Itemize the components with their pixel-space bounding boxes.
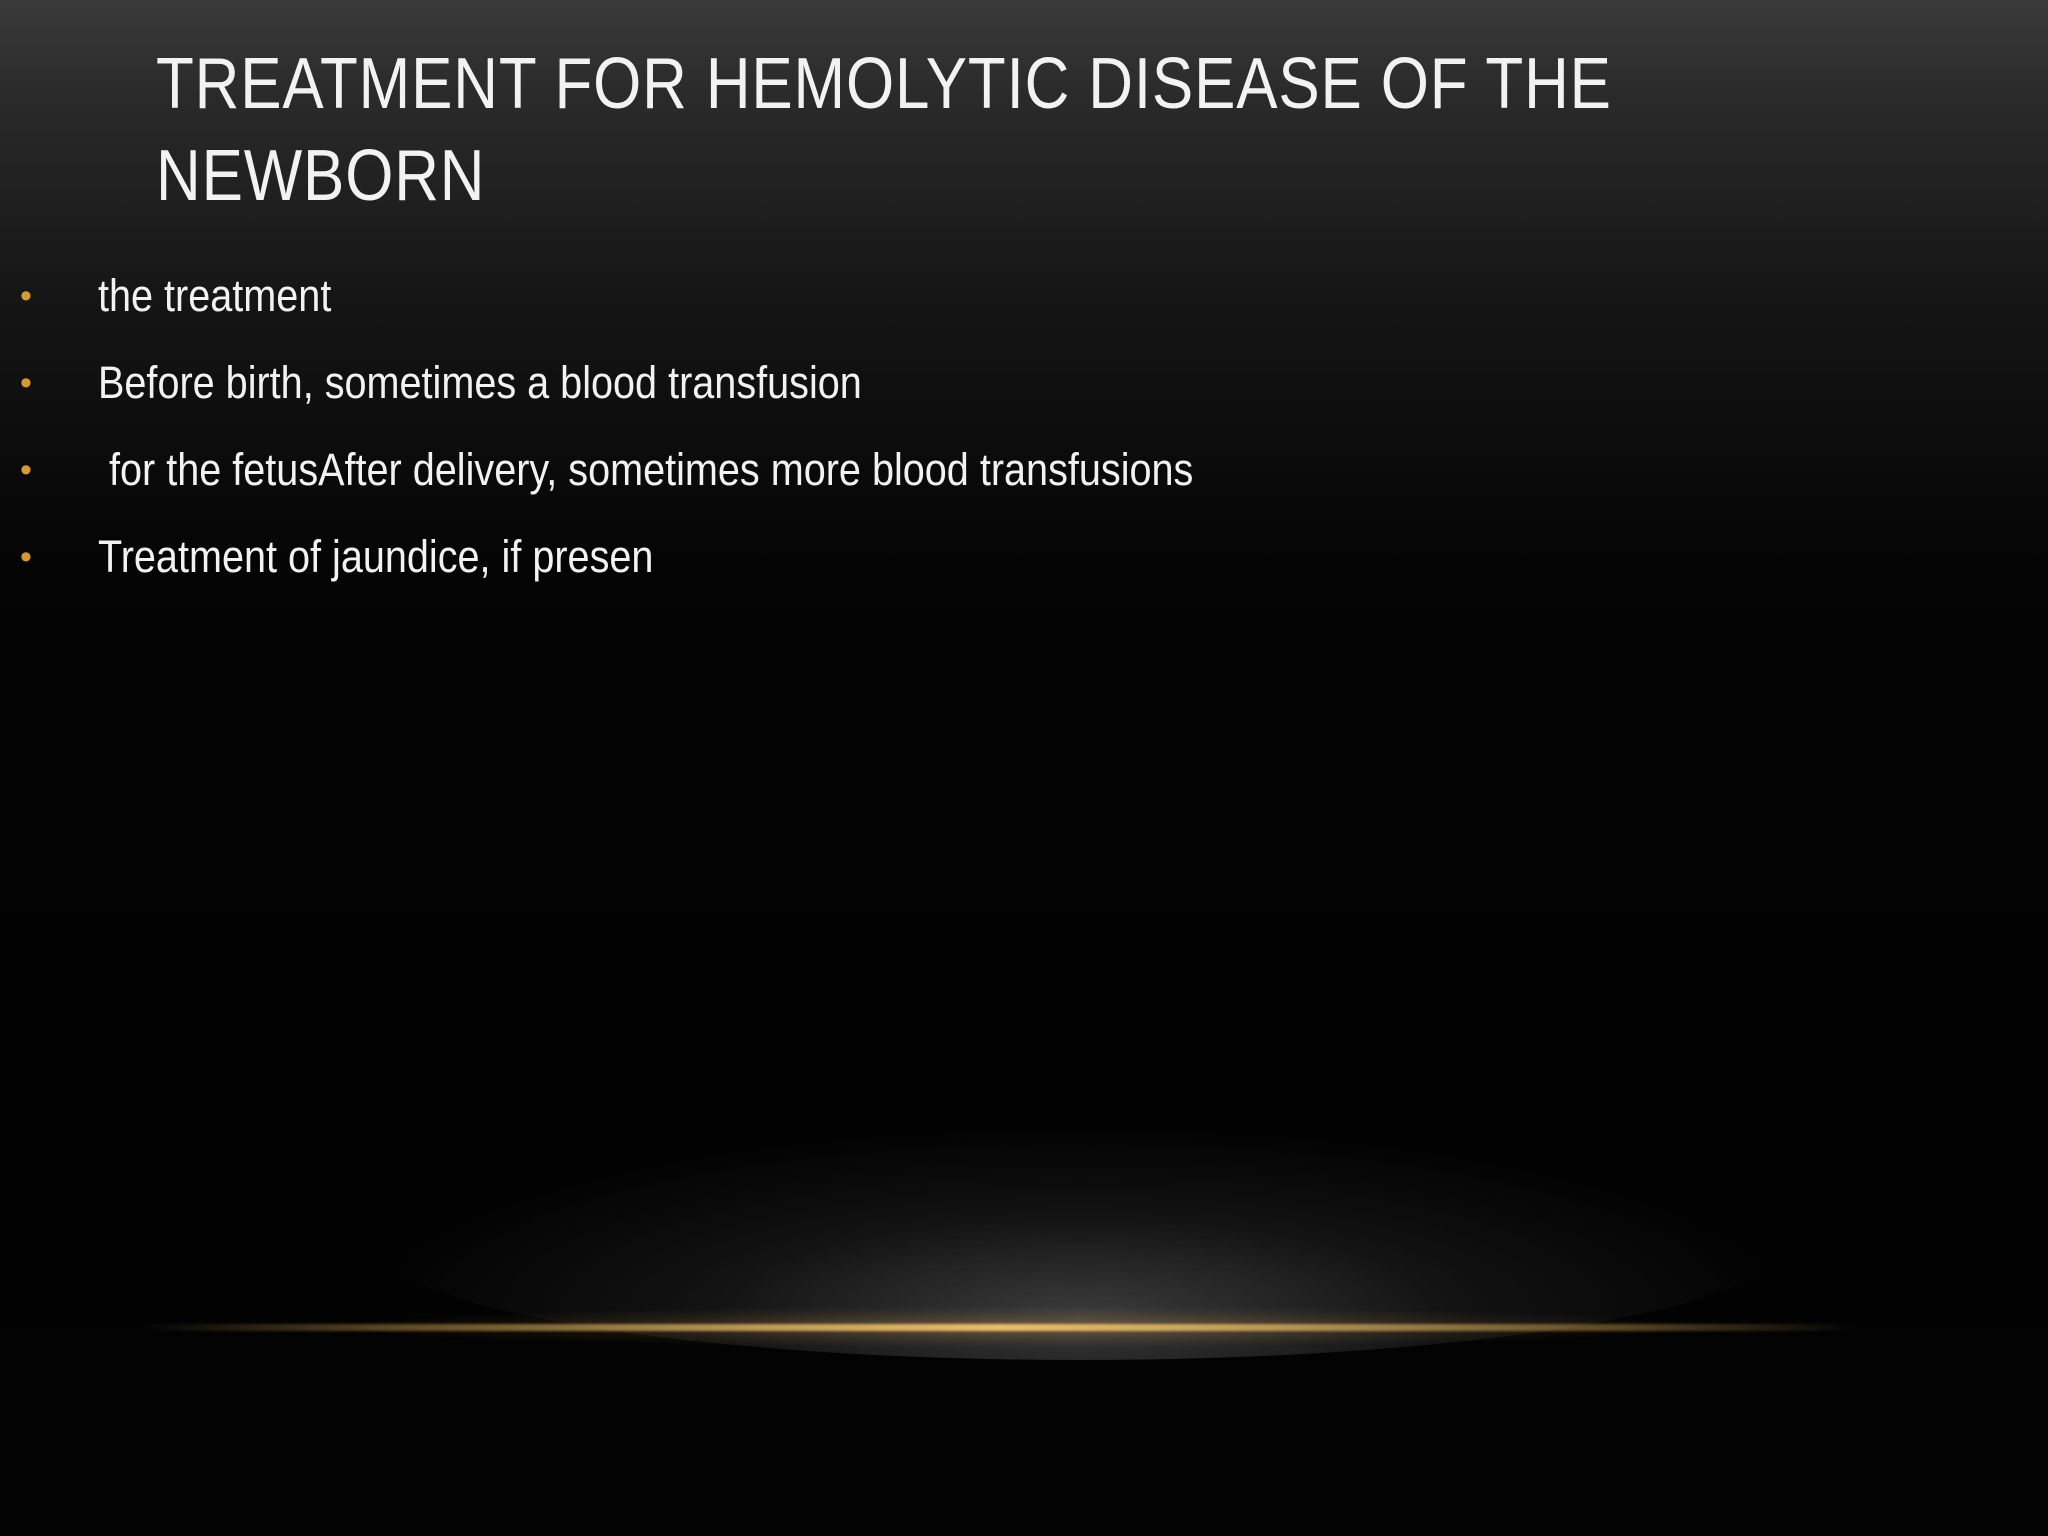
bullet-icon: • — [20, 364, 32, 402]
bullet-text: Treatment of jaundice, if presen — [98, 531, 654, 582]
bullet-text: the treatment — [98, 270, 332, 321]
bullet-icon: • — [20, 451, 32, 489]
decorative-gold-line — [140, 1324, 1860, 1331]
bullet-icon: • — [20, 538, 32, 576]
bullet-icon: • — [20, 277, 32, 315]
slide-title: TREATMENT FOR HEMOLYTIC DISEASE OF THE NEWBORN — [156, 44, 1612, 216]
bullet-text: Before birth, sometimes a blood transfusion — [98, 357, 862, 408]
bullet-text: for the fetusAfter delivery, sometimes more blood transfusions — [98, 444, 1194, 495]
